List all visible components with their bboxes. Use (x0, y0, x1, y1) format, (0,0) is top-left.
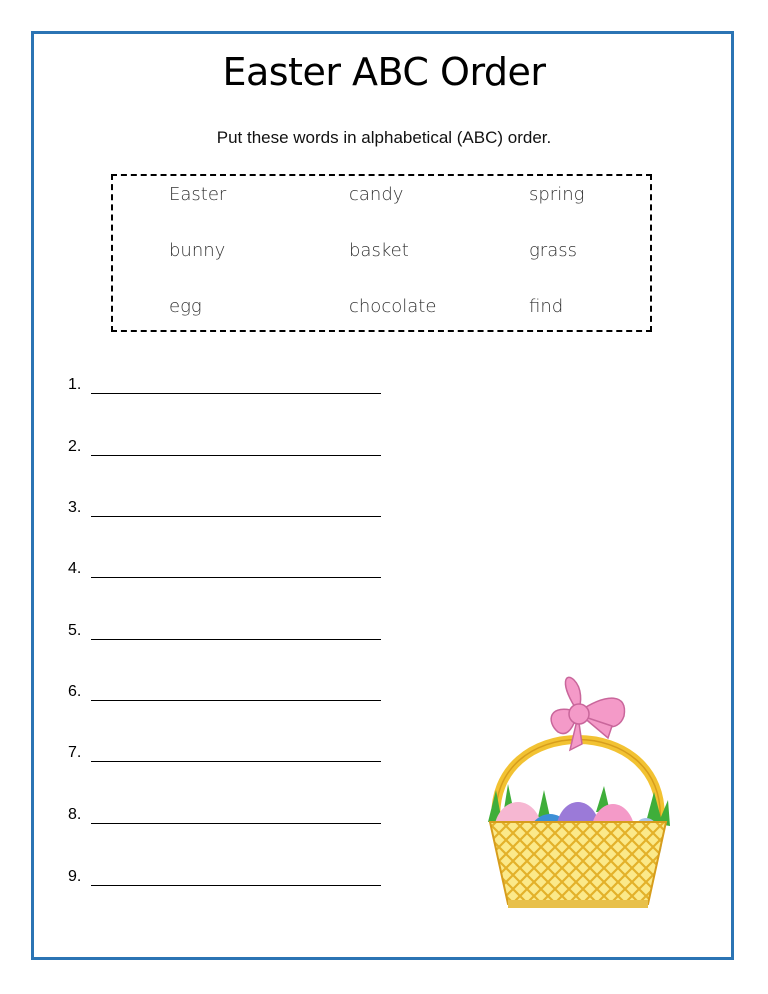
word-bank-item: candy (349, 184, 404, 205)
answer-blank[interactable] (91, 441, 381, 456)
word-bank-item: grass (529, 240, 577, 261)
answer-line-6 (68, 683, 381, 701)
easter-basket-icon (478, 672, 678, 917)
answer-number: 7. (68, 744, 82, 761)
word-bank-item: spring (529, 184, 585, 205)
answer-number: 8. (68, 806, 82, 823)
answer-number: 6. (68, 683, 82, 700)
word-bank-item: chocolate (349, 296, 437, 317)
answer-line-7 (68, 744, 381, 762)
answer-line-3 (68, 499, 381, 517)
answer-blank[interactable] (91, 809, 381, 824)
answer-blank[interactable] (91, 871, 381, 886)
answer-number: 4. (68, 560, 82, 577)
word-bank-item: bunny (169, 240, 226, 261)
answer-number: 5. (68, 622, 82, 639)
answer-number: 1. (68, 376, 82, 393)
answer-number: 9. (68, 868, 82, 885)
answer-number: 3. (68, 499, 82, 516)
answer-line-5 (68, 622, 381, 640)
word-bank-item: Easter (169, 184, 227, 205)
answer-blank[interactable] (91, 563, 381, 578)
answer-line-2 (68, 438, 381, 456)
answer-blank[interactable] (91, 747, 381, 762)
word-bank-item: basket (349, 240, 409, 261)
answer-line-4 (68, 560, 381, 578)
instructions: Put these words in alphabetical (ABC) order. (216, 128, 552, 147)
answer-blank[interactable] (91, 502, 381, 517)
word-bank (111, 174, 652, 332)
answer-line-8 (68, 806, 381, 824)
answer-line-9 (68, 868, 381, 886)
answer-blank[interactable] (91, 625, 381, 640)
answer-blank[interactable] (91, 686, 381, 701)
answer-line-1 (68, 376, 381, 394)
answer-number: 2. (68, 438, 82, 455)
answer-blank[interactable] (91, 379, 381, 394)
word-bank-item: egg (169, 296, 202, 317)
word-bank-item: find (529, 296, 564, 317)
page-title: Easter ABC Order (222, 50, 546, 94)
